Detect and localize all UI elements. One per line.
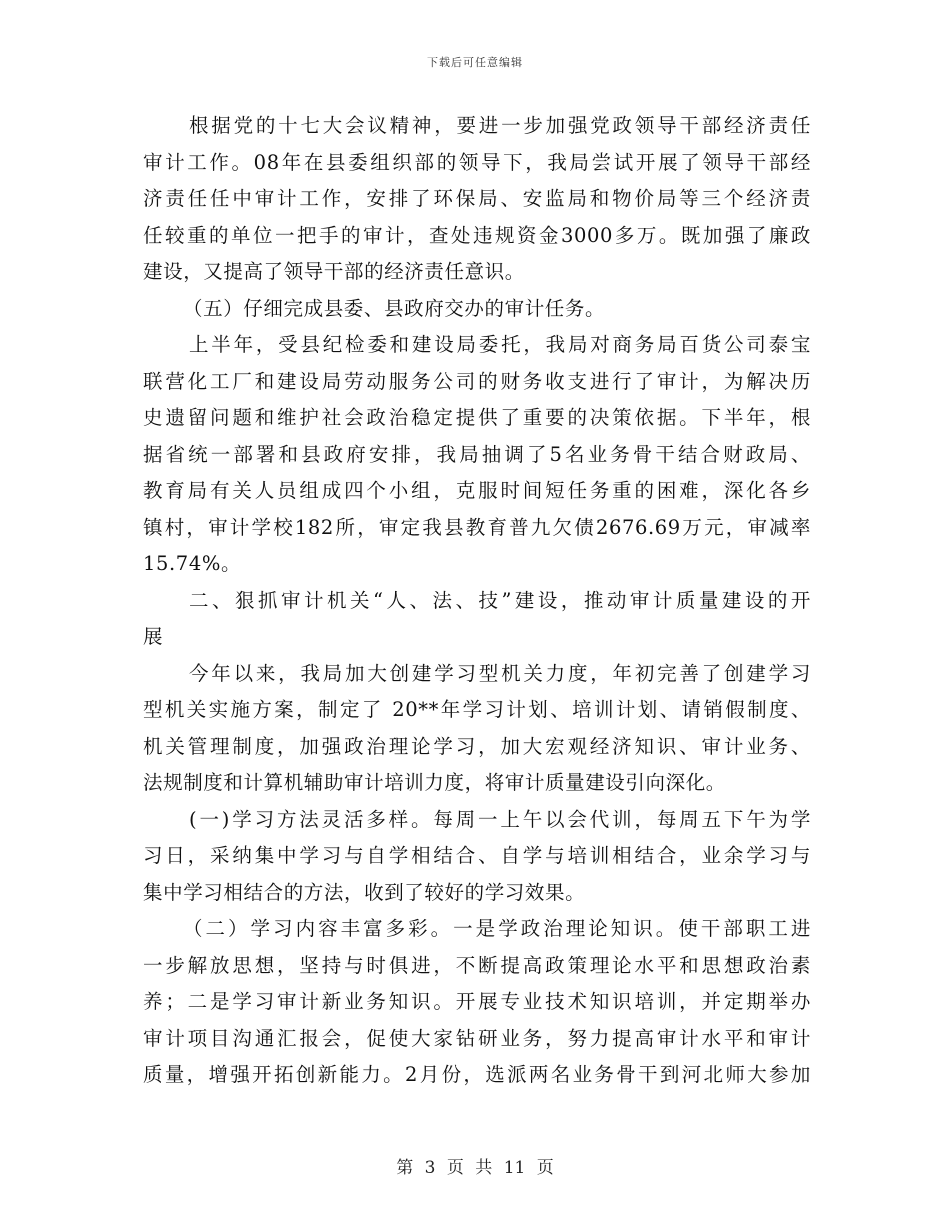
text-line: （二）学习内容丰富多彩。一是学政治理论知识。使干部职工进 [183, 917, 811, 940]
text-line: 法规制度和计算机辅助审计培训力度，将审计质量建设引向深化。 [143, 771, 726, 794]
text-line: （五）仔细完成县委、县政府交办的审计任务。 [183, 296, 606, 320]
text-line: 联营化工厂和建设局劳动服务公司的财务收支进行了审计，为解决历 [143, 369, 811, 393]
text-line: (一)学习方法灵活多样。每周一上午以会代训，每周五下午为学 [189, 807, 811, 831]
text-line: 型机关实施方案，制定了 20**年学习计划、培训计划、请销假制度、 [143, 698, 811, 721]
text-line: 任较重的单位一把手的审计，查处违规资金3000多万。既加强了廉政 [143, 223, 811, 247]
text-line: 建设，又提高了领导干部的经济责任意识。 [143, 260, 525, 283]
page-footer-pagination: 第 3 页 共 11 页 [396, 1158, 554, 1178]
text-line: 一步解放思想，坚持与时俱进，不断提高政策理论水平和思想政治素 [143, 953, 811, 977]
text-line: 镇村，审计学校182所，审定我县教育普九欠债2676.69万元，审减率 [143, 515, 811, 539]
text-line: 据省统一部署和县政府安排，我局抽调了5名业务骨干结合财政局、 [143, 442, 811, 466]
text-line: 根据党的十七大会议精神，要进一步加强党政领导干部经济责任 [189, 114, 811, 137]
text-line: 习日，采纳集中学习与自学相结合、自学与培训相结合，业余学习与 [143, 844, 811, 867]
text-line: 济责任任中审计工作，安排了环保局、安监局和物价局等三个经济责 [143, 187, 811, 210]
text-line: 集中学习相结合的方法，收到了较好的学习效果。 [143, 880, 586, 904]
text-line: 史遗留问题和维护社会政治稳定提供了重要的决策依据。下半年，根 [143, 406, 811, 429]
text-line: 养；二是学习审计新业务知识。开展专业技术知识培训，并定期举办 [143, 990, 811, 1013]
text-line: 质量，增强开拓创新能力。2月份，选派两名业务骨干到河北师大参加 [143, 1063, 811, 1086]
text-line: 展 [143, 625, 164, 648]
document-body [143, 108, 811, 1094]
text-line: 二、狠抓审计机关“人、法、技”建设，推动审计质量建设的开 [189, 588, 811, 612]
text-line: 15.74%。 [143, 552, 242, 575]
page-header-note: 下载后可任意编辑 [427, 56, 523, 69]
text-line: 机关管理制度，加强政治理论学习，加大宏观经济知识、审计业务、 [143, 734, 811, 758]
text-line: 审计工作。08年在县委组织部的领导下，我局尝试开展了领导干部经 [143, 150, 811, 174]
text-line: 教育局有关人员组成四个小组，克服时间短任务重的困难，深化各乡 [143, 479, 811, 502]
text-line: 上半年，受县纪检委和建设局委托，我局对商务局百货公司泰宝 [189, 333, 811, 356]
text-line: 审计项目沟通汇报会，促使大家钻研业务，努力提高审计水平和审计 [143, 1026, 811, 1050]
text-line: 今年以来，我局加大创建学习型机关力度，年初完善了创建学习 [189, 661, 811, 685]
